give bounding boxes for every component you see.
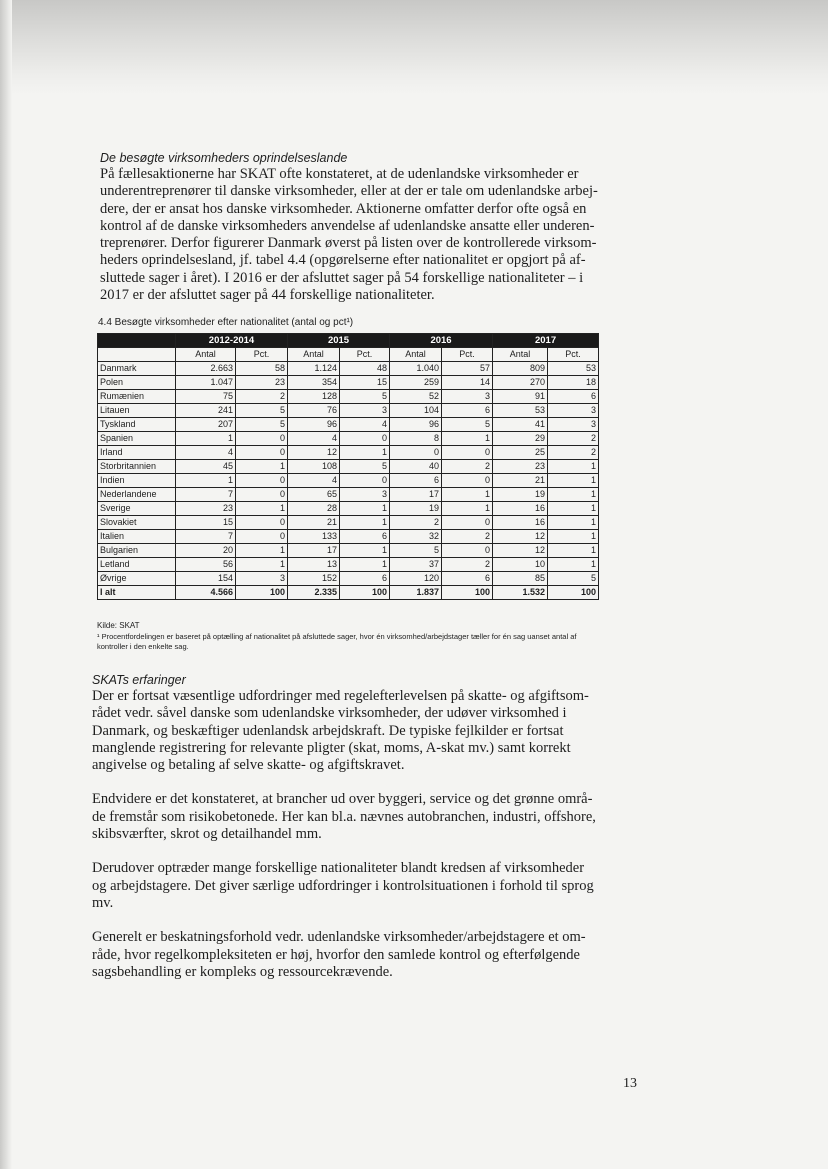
percent-cell: 57	[442, 362, 493, 376]
percent-cell: 0	[442, 516, 493, 530]
percent-cell: 6	[442, 404, 493, 418]
percent-cell: 0	[236, 516, 288, 530]
table-row	[98, 460, 599, 474]
paragraph	[92, 860, 602, 912]
count-cell: 241	[176, 404, 236, 418]
percent-cell: 4	[340, 418, 390, 432]
count-cell: 25	[493, 446, 548, 460]
percent-cell: 23	[236, 376, 288, 390]
country-cell: Litauen	[98, 404, 176, 418]
percent-cell: 1	[548, 558, 599, 572]
count-cell: 19	[390, 502, 442, 516]
count-cell: 1.124	[288, 362, 340, 376]
count-cell: 29	[493, 432, 548, 446]
country-cell: Sverige	[98, 502, 176, 516]
text-line: angivelse og betaling af selve skatte- og afgiftskravet.	[92, 757, 405, 774]
percent-cell: 2	[236, 390, 288, 404]
percent-cell: 5	[340, 390, 390, 404]
percent-cell: 1	[340, 558, 390, 572]
percent-cell: 14	[442, 376, 493, 390]
header-pct: Pct.	[442, 348, 493, 362]
count-cell: 2	[390, 516, 442, 530]
country-cell: Polen	[98, 376, 176, 390]
table-column-header-row	[98, 348, 599, 362]
count-cell: 133	[288, 530, 340, 544]
percent-cell: 2	[442, 558, 493, 572]
text-line: Der er fortsat væsentlige udfordringer med regelefterlevelsen på skatte- og afgiftsom-	[92, 688, 589, 704]
percent-cell: 1	[340, 516, 390, 530]
percent-cell: 0	[236, 432, 288, 446]
percent-cell: 1	[548, 544, 599, 558]
header-blank	[98, 334, 176, 348]
count-cell: 85	[493, 572, 548, 586]
text-line: dere, der er ansat hos danske virksomheder. Aktionerne omfatter derfor ofte også en	[100, 200, 587, 217]
table-row	[98, 418, 599, 432]
percent-cell: 2	[442, 460, 493, 474]
percent-cell: 18	[548, 376, 599, 390]
text-line: sagsbehandling er kompleks og ressourcekrævende.	[92, 963, 393, 980]
text-line: underentreprenører til danske virksomheder, eller at der er tale om udenlandske arbej-	[100, 183, 598, 200]
percent-cell: 3	[442, 390, 493, 404]
percent-cell: 100	[340, 586, 390, 600]
percent-cell: 2	[442, 530, 493, 544]
count-cell: 45	[176, 460, 236, 474]
header-period: 2012-2014	[176, 334, 288, 348]
text-line: de fremstår som risikobetonede. Her kan bl.a. nævnes autobranchen, industri, offshore,	[92, 808, 596, 825]
percent-cell: 58	[236, 362, 288, 376]
percent-cell: 3	[548, 418, 599, 432]
count-cell: 354	[288, 376, 340, 390]
header-period: 2016	[390, 334, 493, 348]
subheading-origin-countries: De besøgte virksomheders oprindelseslande	[100, 151, 348, 165]
count-cell: 76	[288, 404, 340, 418]
percent-cell: 1	[236, 502, 288, 516]
percent-cell: 1	[340, 502, 390, 516]
count-cell: 17	[390, 488, 442, 502]
percent-cell: 1	[548, 488, 599, 502]
count-cell: 91	[493, 390, 548, 404]
count-cell: 120	[390, 572, 442, 586]
table-row	[98, 362, 599, 376]
percent-cell: 1	[340, 446, 390, 460]
header-antal: Antal	[493, 348, 548, 362]
header-period: 2015	[288, 334, 390, 348]
count-cell: 1	[176, 432, 236, 446]
percent-cell: 6	[442, 572, 493, 586]
percent-cell: 1	[442, 432, 493, 446]
count-cell: 809	[493, 362, 548, 376]
count-cell: 19	[493, 488, 548, 502]
count-cell: 16	[493, 516, 548, 530]
text-line: På fællesaktionerne har SKAT ofte konstateret, at de udenlandske virksomheder er	[100, 166, 579, 182]
count-cell: 52	[390, 390, 442, 404]
count-cell: 4	[288, 432, 340, 446]
percent-cell: 1	[548, 474, 599, 488]
count-cell: 28	[288, 502, 340, 516]
percent-cell: 3	[340, 404, 390, 418]
percent-cell: 0	[340, 474, 390, 488]
percent-cell: 1	[548, 502, 599, 516]
count-cell: 2.663	[176, 362, 236, 376]
country-cell: Nederlandene	[98, 488, 176, 502]
nationality-table	[97, 333, 599, 600]
percent-cell: 100	[548, 586, 599, 600]
count-cell: 128	[288, 390, 340, 404]
paragraph	[92, 929, 602, 981]
percent-cell: 3	[340, 488, 390, 502]
percent-cell: 0	[442, 544, 493, 558]
percent-cell: 0	[236, 530, 288, 544]
count-cell: 4	[176, 446, 236, 460]
count-cell: 12	[288, 446, 340, 460]
count-cell: 12	[493, 530, 548, 544]
header-period: 2017	[493, 334, 599, 348]
table-row	[98, 404, 599, 418]
text-line: heders oprindelsesland, jf. tabel 4.4 (opgørelserne efter nationalitet er opgjort på af-	[100, 252, 586, 269]
percent-cell: 1	[548, 516, 599, 530]
text-line: Generelt er beskatningsforhold vedr. udenlandske virksomheder/arbejdstagere et om-	[92, 929, 586, 946]
percent-cell: 0	[236, 446, 288, 460]
percent-cell: 3	[548, 404, 599, 418]
count-cell: 40	[390, 460, 442, 474]
text-line: og arbejdstagere. Det giver særlige udfordringer i kontrolsituationen i forhold til sprog	[92, 877, 594, 894]
text-line: Derudover optræder mange forskellige nationaliteter blandt kredsen af virksomheder	[92, 860, 585, 877]
table-row	[98, 516, 599, 530]
table-row	[98, 446, 599, 460]
count-cell: 207	[176, 418, 236, 432]
percent-cell: 5	[236, 404, 288, 418]
table-footnote: ¹ Procentfordelingen er baseret på optælling af nationalitet på afsluttede sager, hvor én virksomhed/arbejdstager tæller for én sag uanset antal af kontroller i den enkelte sag.	[97, 632, 577, 651]
table-row	[98, 572, 599, 586]
count-cell: 21	[288, 516, 340, 530]
count-cell: 1.047	[176, 376, 236, 390]
percent-cell: 6	[548, 390, 599, 404]
percent-cell: 5	[548, 572, 599, 586]
country-cell: Tyskland	[98, 418, 176, 432]
count-cell: 16	[493, 502, 548, 516]
table-row	[98, 502, 599, 516]
count-cell: 20	[176, 544, 236, 558]
table-body	[98, 362, 599, 600]
percent-cell: 0	[442, 474, 493, 488]
count-cell: 12	[493, 544, 548, 558]
header-pct: Pct.	[340, 348, 390, 362]
table-row	[98, 488, 599, 502]
count-cell: 41	[493, 418, 548, 432]
count-cell: 7	[176, 488, 236, 502]
count-cell: 2.335	[288, 586, 340, 600]
country-cell: Irland	[98, 446, 176, 460]
header-blank	[98, 348, 176, 362]
count-cell: 270	[493, 376, 548, 390]
count-cell: 37	[390, 558, 442, 572]
percent-cell: 2	[548, 432, 599, 446]
text-line: skibsværfter, skrot og detailhandel mm.	[92, 826, 322, 843]
section-skat-experience	[92, 672, 602, 981]
percent-cell: 1	[548, 530, 599, 544]
percent-cell: 3	[236, 572, 288, 586]
count-cell: 4.566	[176, 586, 236, 600]
subheading-skat-experience: SKATs erfaringer	[92, 673, 186, 687]
count-cell: 8	[390, 432, 442, 446]
percent-cell: 5	[236, 418, 288, 432]
percent-cell: 0	[236, 474, 288, 488]
count-cell: 13	[288, 558, 340, 572]
count-cell: 75	[176, 390, 236, 404]
text-line: rådet vedr. såvel danske som udenlandske virksomheder, der udøver virksomhed i	[92, 705, 567, 722]
count-cell: 65	[288, 488, 340, 502]
table-row	[98, 376, 599, 390]
country-cell: Rumænien	[98, 390, 176, 404]
table-row	[98, 544, 599, 558]
country-cell: Slovakiet	[98, 516, 176, 530]
header-antal: Antal	[288, 348, 340, 362]
table-row	[98, 530, 599, 544]
country-cell: I alt	[98, 586, 176, 600]
country-cell: Bulgarien	[98, 544, 176, 558]
section-origin-countries	[100, 150, 600, 304]
percent-cell: 1	[236, 544, 288, 558]
header-antal: Antal	[176, 348, 236, 362]
country-cell: Letland	[98, 558, 176, 572]
count-cell: 21	[493, 474, 548, 488]
count-cell: 1.040	[390, 362, 442, 376]
percent-cell: 0	[442, 446, 493, 460]
header-pct: Pct.	[236, 348, 288, 362]
percent-cell: 5	[340, 460, 390, 474]
count-cell: 23	[493, 460, 548, 474]
count-cell: 259	[390, 376, 442, 390]
percent-cell: 1	[548, 460, 599, 474]
percent-cell: 53	[548, 362, 599, 376]
count-cell: 1.837	[390, 586, 442, 600]
paragraph	[92, 688, 602, 774]
percent-cell: 6	[340, 530, 390, 544]
table-row	[98, 558, 599, 572]
count-cell: 1.532	[493, 586, 548, 600]
count-cell: 1	[176, 474, 236, 488]
country-cell: Spanien	[98, 432, 176, 446]
header-pct: Pct.	[548, 348, 599, 362]
percent-cell: 1	[442, 488, 493, 502]
count-cell: 0	[390, 446, 442, 460]
count-cell: 6	[390, 474, 442, 488]
country-cell: Storbritannien	[98, 460, 176, 474]
country-cell: Indien	[98, 474, 176, 488]
text-line: 2017 er der afsluttet sager på 44 forskellige nationaliteter.	[100, 287, 435, 304]
percent-cell: 100	[442, 586, 493, 600]
table-row	[98, 432, 599, 446]
header-antal: Antal	[390, 348, 442, 362]
page-number: 13	[623, 1076, 637, 1091]
count-cell: 154	[176, 572, 236, 586]
count-cell: 15	[176, 516, 236, 530]
percent-cell: 0	[340, 432, 390, 446]
percent-cell: 48	[340, 362, 390, 376]
percent-cell: 1	[340, 544, 390, 558]
count-cell: 96	[390, 418, 442, 432]
count-cell: 56	[176, 558, 236, 572]
text-line: Danmark, og beskæftiger udenlandsk arbejdskraft. De typiske fejlkilder er fortsat	[92, 722, 564, 739]
count-cell: 5	[390, 544, 442, 558]
text-line: treprenører. Derfor figurerer Danmark øverst på listen over de kontrollerede virksom-	[100, 235, 597, 252]
text-line: kontrol af de danske virksomheders anvendelse af udenlandske ansatte eller underen-	[100, 217, 595, 234]
text-line: råde, hvor regelkompleksiteten er høj, hvorfor den samlede kontrol og efterfølgende	[92, 946, 580, 963]
table-row	[98, 390, 599, 404]
text-line: Endvidere er det konstateret, at brancher ud over byggeri, service og det grønne områ-	[92, 791, 593, 808]
count-cell: 4	[288, 474, 340, 488]
count-cell: 152	[288, 572, 340, 586]
percent-cell: 1	[236, 558, 288, 572]
country-cell: Øvrige	[98, 572, 176, 586]
section-body	[92, 688, 602, 981]
text-line: sluttede sager i året). I 2016 er der afsluttet sager på 54 forskellige nationaliteter – i	[100, 269, 584, 286]
scan-shading-left	[0, 0, 12, 1169]
count-cell: 96	[288, 418, 340, 432]
scan-shading-top	[0, 0, 828, 95]
count-cell: 23	[176, 502, 236, 516]
table-period-header-row	[98, 334, 599, 348]
body-paragraph	[100, 166, 600, 304]
count-cell: 32	[390, 530, 442, 544]
percent-cell: 1	[236, 460, 288, 474]
percent-cell: 0	[236, 488, 288, 502]
count-cell: 10	[493, 558, 548, 572]
country-cell: Danmark	[98, 362, 176, 376]
paragraph	[92, 791, 602, 843]
percent-cell: 2	[548, 446, 599, 460]
count-cell: 108	[288, 460, 340, 474]
table-total-row	[98, 586, 599, 600]
percent-cell: 15	[340, 376, 390, 390]
percent-cell: 1	[442, 502, 493, 516]
text-line: mv.	[92, 894, 114, 911]
percent-cell: 100	[236, 586, 288, 600]
country-cell: Italien	[98, 530, 176, 544]
percent-cell: 6	[340, 572, 390, 586]
text-line: manglende registrering for relevante pligter (skat, moms, A-skat mv.) samt korrekt	[92, 739, 571, 756]
count-cell: 7	[176, 530, 236, 544]
count-cell: 104	[390, 404, 442, 418]
table-title: 4.4 Besøgte virksomheder efter nationalitet (antal og pct¹)	[98, 317, 354, 328]
table-source: Kilde: SKAT	[97, 621, 140, 630]
count-cell: 17	[288, 544, 340, 558]
count-cell: 53	[493, 404, 548, 418]
percent-cell: 5	[442, 418, 493, 432]
table-row	[98, 474, 599, 488]
